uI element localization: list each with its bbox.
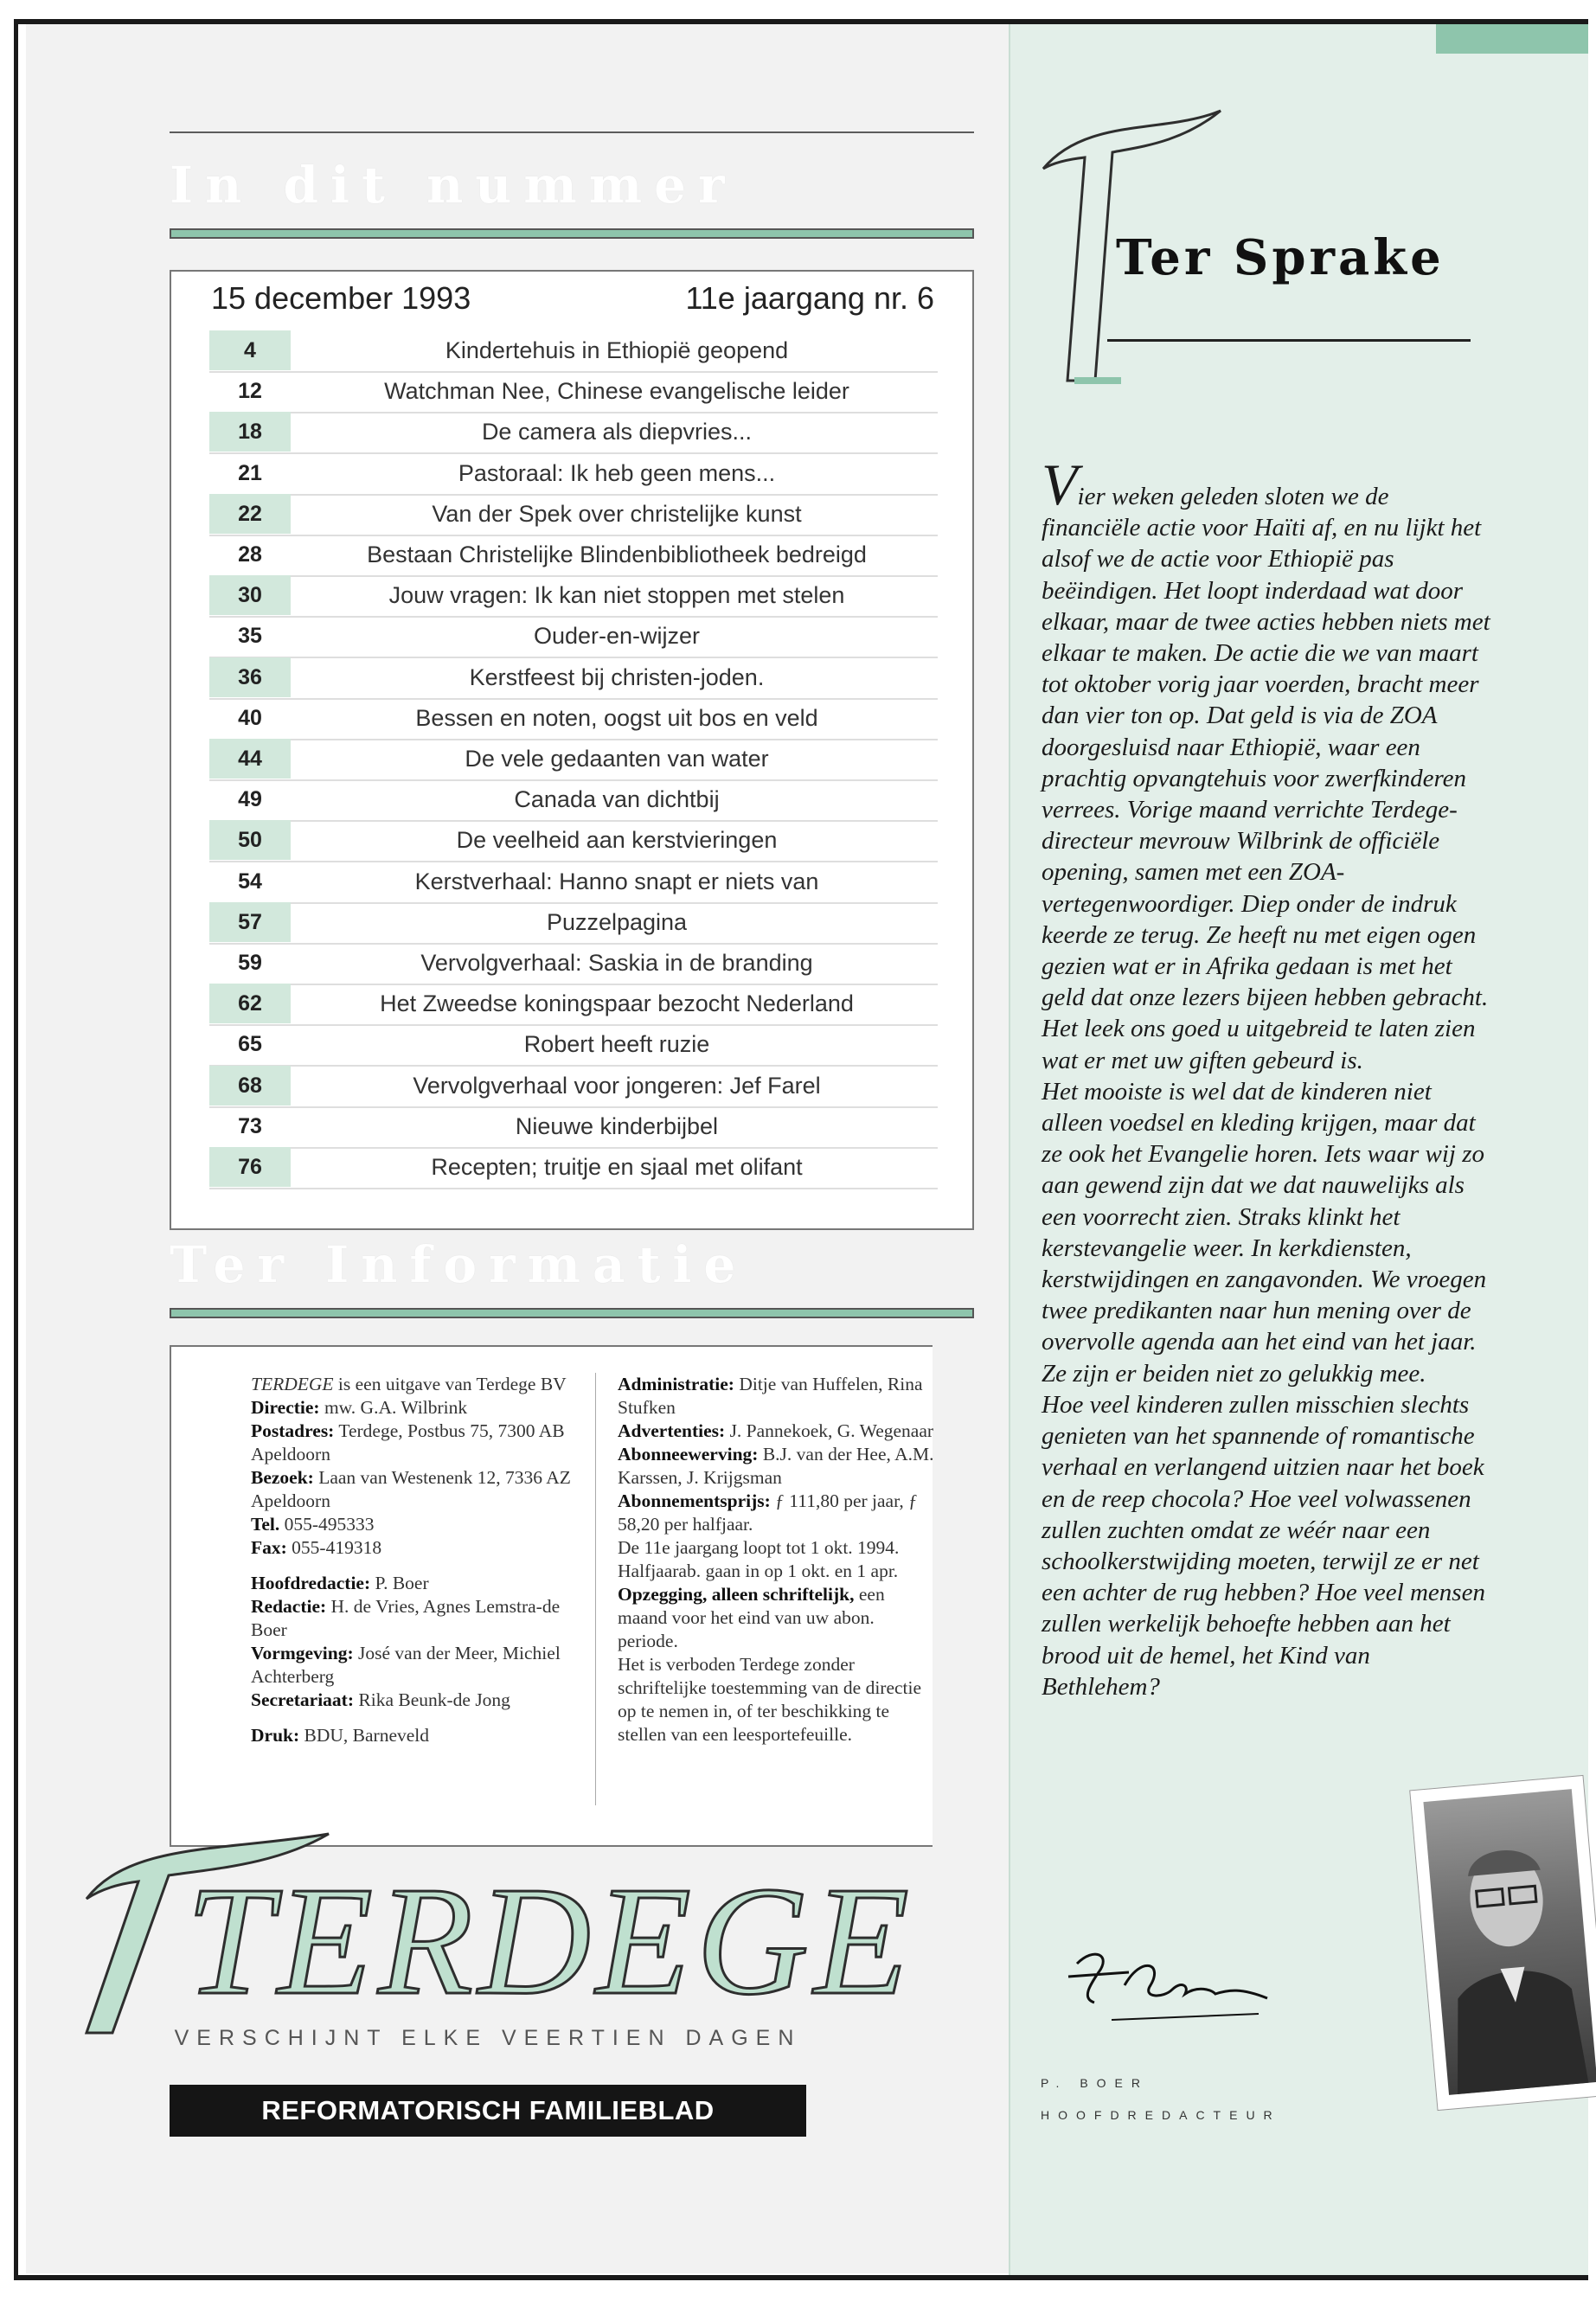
redactie-value: H. de Vries, Agnes Lemstra-de Boer xyxy=(251,1596,561,1640)
toc-row xyxy=(209,575,938,618)
toc-title: Bestaan Christelijke Blindenbibliotheek bedreigd xyxy=(367,542,867,567)
contents-heading: In dit nummer xyxy=(170,156,737,215)
hoofdredactie-label: Hoofdredactie: xyxy=(251,1573,371,1593)
toc-row xyxy=(209,943,938,985)
tel-value: 055-495333 xyxy=(279,1514,375,1535)
toc-title: De veelheid aan kerstvieringen xyxy=(456,827,778,854)
abonneewerving-label: Abonneewerving: xyxy=(618,1444,759,1465)
toc-title: Kerstverhaal: Hanno snapt er niets van xyxy=(414,868,819,894)
toc-page-number: 44 xyxy=(209,739,291,779)
info-heading: Ter Informatie xyxy=(170,1235,748,1294)
corner-tab xyxy=(1436,24,1588,54)
page-border-bottom xyxy=(14,2275,1588,2280)
toc-title: Robert heeft ruzie xyxy=(523,1031,710,1058)
author-role: HOOFDREDACTEUR xyxy=(1041,2108,1281,2122)
toc-title: Puzzelpagina xyxy=(546,908,688,935)
fax-label: Fax: xyxy=(251,1537,287,1558)
toc-row xyxy=(209,698,938,740)
page-border-left xyxy=(14,19,18,2280)
abonneewerving-value: B.J. van der Hee, A.M. Karssen, J. Krijgsman xyxy=(618,1444,934,1488)
toc-page-number: 22 xyxy=(209,494,291,534)
toc-page-number: 21 xyxy=(238,460,262,485)
toc-row xyxy=(209,453,938,496)
postadres-value: Terdege, Postbus 75, 7300 AB Apeldoorn xyxy=(251,1420,565,1465)
toc-page-number: 73 xyxy=(238,1113,262,1138)
secretariaat-label: Secretariaat: xyxy=(251,1689,354,1710)
toc-page-number: 49 xyxy=(238,787,262,812)
section-bar xyxy=(170,228,974,239)
secretariaat-value: Rika Beunk-de Jong xyxy=(354,1689,510,1710)
toc-row xyxy=(209,820,938,862)
toc-row xyxy=(209,1147,938,1189)
toc-row xyxy=(209,1106,938,1149)
directie-label: Directie: xyxy=(251,1397,320,1418)
editorial-heading: Ter Sprake xyxy=(1116,229,1445,286)
vormgeving-label: Vormgeving: xyxy=(251,1643,354,1663)
toc-page-number: 65 xyxy=(238,1032,262,1057)
toc-title: Canada van dichtbij xyxy=(514,786,720,813)
section-rule xyxy=(170,131,974,133)
toc-page-number: 50 xyxy=(209,820,291,860)
toc-page-number: 18 xyxy=(209,412,291,452)
advertenties-value: J. Pannekoek, G. Wegenaar xyxy=(725,1420,934,1441)
subtitle-bar: REFORMATORISCH FAMILIEBLAD xyxy=(170,2085,806,2137)
administratie-value: Ditje van Huffelen, Rina Stufken xyxy=(618,1374,923,1418)
toc-row xyxy=(209,657,938,700)
toc-row xyxy=(209,1066,938,1108)
hoofdredactie-value: P. Boer xyxy=(370,1573,429,1593)
issue-date: 15 december 1993 xyxy=(211,280,471,316)
editorial-text xyxy=(1042,452,1491,1702)
toc-row xyxy=(209,902,938,945)
toc-title: Vervolgverhaal voor jongeren: Jef Farel xyxy=(413,1072,821,1099)
editorial-p3: Hoe veel kinderen zullen misschien slechts genieten van het spannende of romantische verhaal en verlangend uitzien naar het boek en de reep chocola? Hoe veel volwassenen zullen zuchten omdat ze wéér naar een schoolkerstwijding moeten, terwijl ze er net een achter de rug hebben? Hoe veel mensen zullen werkelijk behoefte hebben aan het brood uit de hemel, het Kind van Bethlehem? xyxy=(1042,1390,1485,1701)
tel-label: Tel. xyxy=(251,1514,280,1535)
toc-page-number: 36 xyxy=(209,657,291,697)
toc-page-number: 68 xyxy=(209,1066,291,1106)
toc-title: Kerstfeest bij christen-joden. xyxy=(469,663,765,690)
masthead xyxy=(78,1817,1029,2041)
toc-title: Ouder-en-wijzer xyxy=(533,623,701,650)
author-photo xyxy=(1409,1775,1596,2111)
toc-page-number: 4 xyxy=(209,330,291,370)
author-name: P. BOER xyxy=(1041,2076,1149,2090)
bezoek-label: Bezoek: xyxy=(251,1467,314,1488)
toc-row xyxy=(209,862,938,904)
toc-title: Nieuwe kinderbijbel xyxy=(515,1112,719,1139)
colophon-divider xyxy=(595,1373,596,1805)
toc-page-number: 62 xyxy=(209,984,291,1023)
toc-page-number: 40 xyxy=(238,705,262,730)
dropcap: V xyxy=(1042,452,1078,517)
toc-row xyxy=(209,371,938,413)
colophon-right xyxy=(618,1373,938,1759)
bezoek-value: Laan van Westenenk 12, 7336 AZ Apeldoorn xyxy=(251,1467,571,1511)
issue-volume: 11e jaargang nr. 6 xyxy=(685,280,934,316)
advertenties-label: Advertenties: xyxy=(618,1420,726,1441)
heading-rule xyxy=(1107,339,1471,342)
postadres-label: Postadres: xyxy=(251,1420,335,1441)
toc-page-number: 76 xyxy=(209,1147,291,1187)
druk-value: BDU, Barneveld xyxy=(299,1725,430,1746)
toc-title: Pastoraal: Ik heb geen mens... xyxy=(458,459,776,486)
druk-label: Druk: xyxy=(251,1725,300,1746)
toc-title: Vervolgverhaal: Saskia in de branding xyxy=(420,950,813,976)
toc-row xyxy=(209,1024,938,1067)
toc-page-number: 57 xyxy=(209,902,291,942)
opzegging-value: een maand voor het eind van uw abon. periode. xyxy=(618,1584,885,1651)
toc-title: De vele gedaanten van water xyxy=(465,746,769,772)
abonnementsprijs-label: Abonnementsprijs: xyxy=(618,1490,771,1511)
administratie-label: Administratie: xyxy=(618,1374,734,1394)
abonnementsprijs-value: ƒ 111,80 per jaar, ƒ 58,20 per halfjaar. xyxy=(618,1490,918,1535)
toc-page-number: 30 xyxy=(209,575,291,615)
portrait-image xyxy=(1423,1789,1596,2095)
jaargang-text: De 11e jaargang loopt tot 1 okt. 1994. Halfjaarab. gaan in op 1 okt. en 1 apr. xyxy=(618,1537,900,1581)
toc-title: Watchman Nee, Chinese evangelische leider xyxy=(384,378,849,405)
portrait-icon xyxy=(1423,1789,1596,2095)
toc-title: Kindertehuis in Ethiopië geopend xyxy=(445,337,789,363)
brand-name: TERDEGE xyxy=(251,1374,334,1394)
toc-page-number: 12 xyxy=(238,379,262,404)
toc-row xyxy=(209,984,938,1026)
toc-row xyxy=(209,535,938,577)
toc-title: Het Zweedse koningspaar bezocht Nederland xyxy=(380,990,854,1017)
toc-page-number: 54 xyxy=(238,868,262,894)
toc-title: De camera als diepvries... xyxy=(481,419,753,445)
toc-row xyxy=(209,739,938,781)
directie-value: mw. G.A. Wilbrink xyxy=(319,1397,468,1418)
toc-title: Bessen en noten, oogst uit bos en veld xyxy=(415,704,818,731)
logo-word: TERDEGE xyxy=(186,1855,914,2027)
vormgeving-value: José van der Meer, Michiel Achterberg xyxy=(251,1643,561,1687)
toc-title: Jouw vragen: Ik kan niet stoppen met stelen xyxy=(388,582,845,609)
toc-title: Van der Spek over christelijke kunst xyxy=(432,500,802,527)
redactie-label: Redactie: xyxy=(251,1596,327,1617)
opzegging-label: Opzegging, alleen schriftelijk, xyxy=(618,1584,855,1605)
tagline: VERSCHIJNT ELKE VEERTIEN DAGEN xyxy=(174,2026,802,2050)
verboden-text: Het is verboden Terdege zonder schriftelijke toestemming van de directie op te nemen in, of ter beschikking te stellen van een leesportefeuille. xyxy=(618,1654,922,1745)
toc-row xyxy=(209,494,938,536)
toc-row xyxy=(209,779,938,822)
editorial-p2: Het mooiste is wel dat de kinderen niet alleen voedsel en kleding krijgen, maar dat ze ook het Evangelie horen. Iets waar wij zo aan gewend zijn dat we dat nauwelijks als een voorrecht zien. Straks klinkt het kerstevangelie weer. In kerkdiensten, kerstwijdingen en zangavonden. We vroegen twee predikanten naar hun mening over de overvolle agenda aan het eind van het jaar. Ze zijn er beiden niet zo gelukkig mee. xyxy=(1042,1077,1487,1388)
toc-title: Recepten; truitje en sjaal met olifant xyxy=(431,1154,803,1180)
editorial-p1: ier weken geleden sloten we de financiële actie voor Haïti af, en nu lijkt het alsof we de actie voor Ethiopië pas beëindigen. Het loopt inderdaad wat door elkaar, maar de twee acties hebben niets met elkaar te maken. De actie die we van maart tot oktober vorig jaar voerden, bracht meer dan vier ton op. Dat geld is via de ZOA doorgesluisd naar Ethiopië, waar een prachtig opvangtehuis voor zwerfkinderen verrees. Vorige maand verrichte Terdege-directeur mevrouw Wilbrink de officiële opening, samen met een ZOA-vertegenwoordiger. Diep onder de indruk keerde ze terug. Ze heeft nu met eigen ogen gezien wat er in Afrika gedaan is met het geld dat onze lezers bijeen hebben gebracht. Het leek ons goed u uitgebreid te laten zien wat er met uw giften gebeurd is. xyxy=(1042,483,1490,1074)
toc-row xyxy=(209,616,938,658)
signature xyxy=(1060,1938,1276,2033)
page-border-top xyxy=(14,19,1588,24)
toc-row xyxy=(209,412,938,454)
colophon-left xyxy=(251,1373,580,1759)
toc-page-number: 35 xyxy=(238,624,262,649)
toc-page-number: 28 xyxy=(238,542,262,567)
table-of-contents xyxy=(170,270,974,1230)
colophon xyxy=(170,1345,933,1847)
toc-page-number: 59 xyxy=(238,951,262,975)
brand-intro: is een uitgave van Terdege BV xyxy=(333,1374,567,1394)
toc-row xyxy=(209,330,938,373)
section-bar xyxy=(170,1308,974,1318)
fax-value: 055-419318 xyxy=(286,1537,382,1558)
